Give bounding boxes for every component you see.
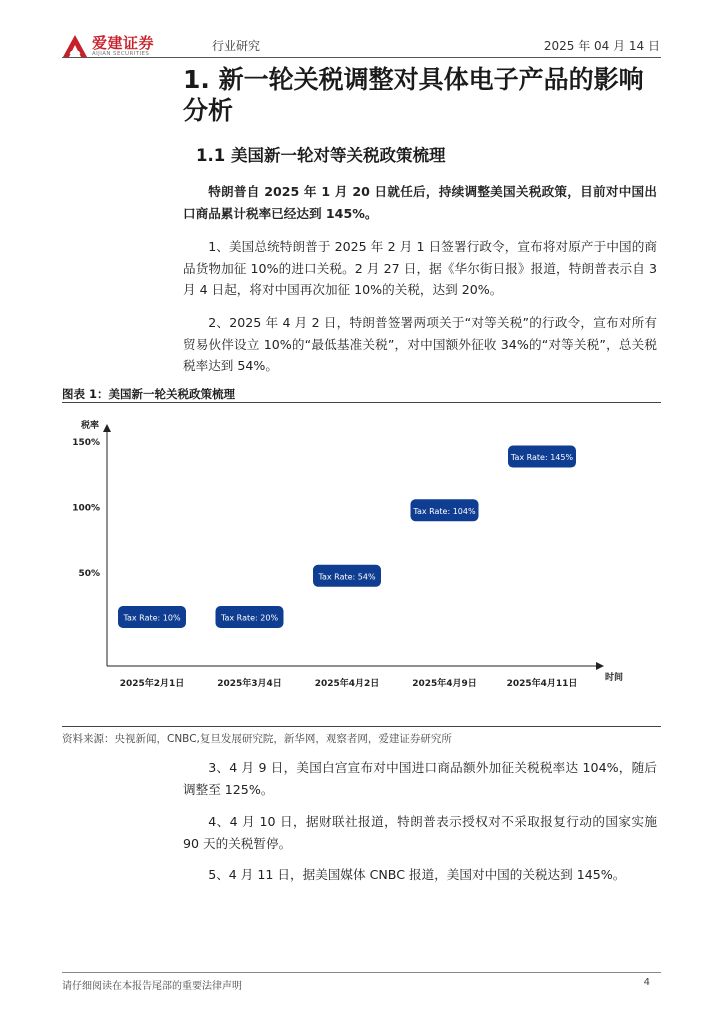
report-category: 行业研究: [212, 39, 261, 53]
subsection-heading: 1.1 美国新一轮对等关税政策梳理: [196, 146, 446, 165]
page-number: 4: [643, 977, 650, 988]
figure-title: 图表 1：美国新一轮关税政策梳理: [62, 387, 236, 401]
y-tick-label: 100%: [72, 503, 100, 514]
x-tick-label: 2025年4月2日: [314, 679, 380, 689]
body-paragraph: 1、美国总统特朗普于 2025 年 2 月 1 日签署行政令，宣布将对原产于中国的商品货物加征 10%的进口关税。2 月 27 日，据《华尔街日报》报道，特朗普表示自 3 月 4 日起，将对中国再次加征 10%的关税，达到 20%。: [183, 239, 657, 297]
y-axis-label: 税率: [81, 421, 100, 431]
header-divider: [62, 57, 661, 58]
y-tick-label: 50%: [78, 569, 100, 579]
tariff-chart: [62, 404, 662, 724]
tax-rate-data-label: Tax Rate: 20%: [220, 613, 279, 623]
tax-rate-data-label: Tax Rate: 104%: [413, 506, 476, 516]
x-tick-label: 2025年3月4日: [217, 679, 282, 689]
logo-cn-text: 爱建证券: [92, 33, 155, 52]
tax-rate-data-label: Tax Rate: 54%: [318, 572, 376, 582]
body-paragraph: 5、4 月 11 日，据美国媒体 CNBC 报道，美国对中国的关税达到 145%。: [208, 867, 626, 882]
y-tick-label: 150%: [72, 438, 100, 448]
figure-bottom-rule: [62, 726, 661, 727]
section-heading: 1. 新一轮关税调整对具体电子产品的影响分析: [183, 65, 644, 125]
x-tick-label: 2025年4月9日: [412, 679, 477, 689]
summary-paragraph: 特朗普自 2025 年 1 月 20 日就任后，持续调整美国关税政策，目前对中国出口商品累计税率已经达到 145%。: [183, 184, 657, 221]
body-paragraph: 3、4 月 9 日，美国白宫宣布对中国进口商品额外加征关税税率达 104%，随后调整至 125%。: [183, 760, 657, 797]
tax-rate-data-label: Tax Rate: 145%: [510, 453, 574, 463]
x-tick-label: 2025年2月1日: [119, 679, 185, 689]
company-logo: [62, 34, 154, 58]
logo-en-text: AIJIAN SECURITIES: [92, 50, 150, 57]
footer-divider: [62, 972, 661, 973]
x-tick-label: 2025年4月11日: [506, 679, 578, 689]
tax-rate-data-label: Tax Rate: 10%: [123, 613, 181, 623]
figure-top-rule: [62, 402, 661, 403]
figure-source: 资料来源：央视新闻，CNBC,复旦发展研究院，新华网，观察者网，爱建证券研究所: [62, 733, 452, 745]
logo-a-icon: [62, 34, 88, 58]
x-axis-label: 时间: [605, 673, 624, 683]
body-paragraph: 4、4 月 10 日，据财联社报道，特朗普表示授权对不采取报复行动的国家实施 90 天的关税暂停。: [183, 814, 657, 851]
body-paragraph: 2、2025 年 4 月 2 日，特朗普签署两项关于“对等关税”的行政令，宣布对所有贸易伙伴设立 10%的“最低基准关税”，对中国额外征收 34%的“对等关税”，总关税税率达到 54%。: [183, 315, 657, 373]
report-date: 2025 年 04 月 14 日: [543, 39, 660, 53]
legal-notice-link[interactable]: 请仔细阅读在本报告尾部的重要法律声明: [62, 981, 242, 992]
